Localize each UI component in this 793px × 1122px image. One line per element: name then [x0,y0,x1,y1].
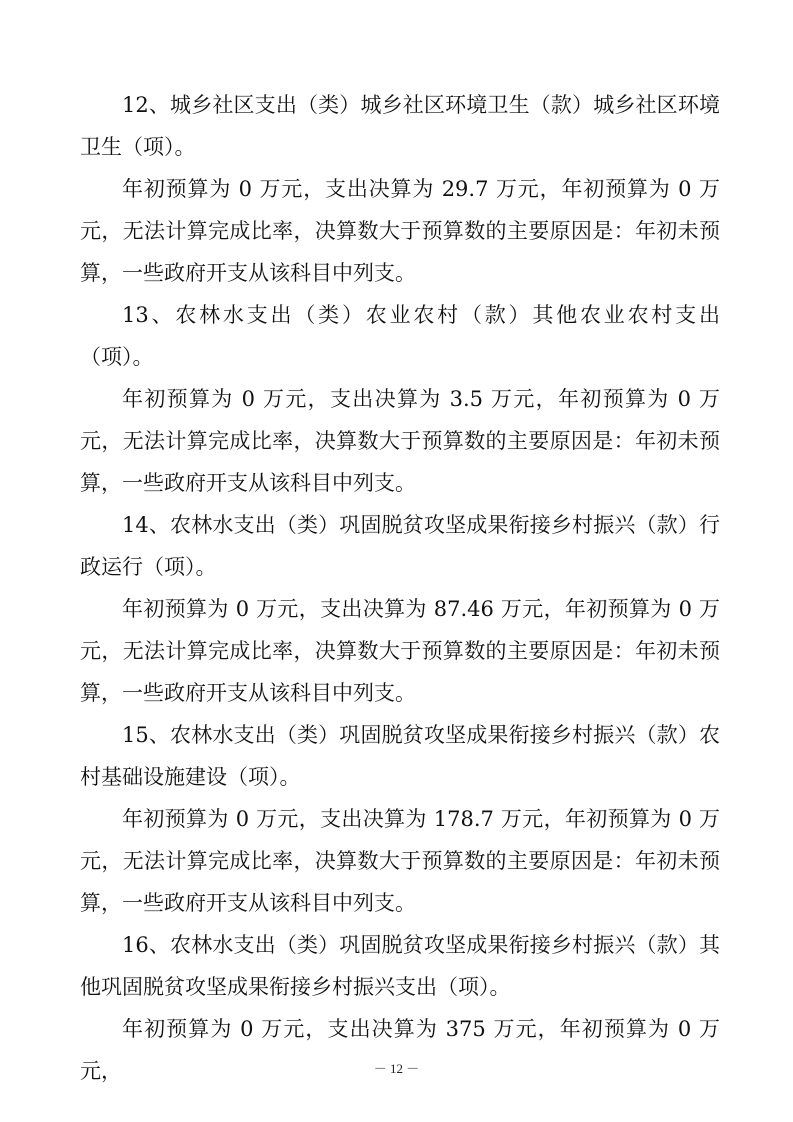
item-14-heading: 14、农林水支出（类）巩固脱贫攻坚成果衔接乡村振兴（款）行政运行（项）。 [80,513,720,579]
item-16-detail: 年初预算为 0 万元，支出决算为 375 万元，年初预算为 0 万元， [80,1017,720,1083]
item-15-detail: 年初预算为 0 万元，支出决算为 178.7 万元，年初预算为 0 万元，无法计算完成比率，决算数大于预算数的主要原因是：年初未预算，一些政府开支从该科目中列支。 [80,807,720,915]
item-16-heading: 16、农林水支出（类）巩固脱贫攻坚成果衔接乡村振兴（款）其他巩固脱贫攻坚成果衔接乡村振兴支出（项）。 [80,933,720,999]
item-14-detail: 年初预算为 0 万元，支出决算为 87.46 万元，年初预算为 0 万元，无法计算完成比率，决算数大于预算数的主要原因是：年初未预算，一些政府开支从该科目中列支。 [80,597,720,705]
item-12-heading: 12、城乡社区支出（类）城乡社区环境卫生（款）城乡社区环境卫生（项）。 [80,93,720,159]
page-number: － 12 － [373,1061,420,1076]
body-text [80,84,720,1092]
item-15-heading: 15、农林水支出（类）巩固脱贫攻坚成果衔接乡村振兴（款）农村基础设施建设（项）。 [80,723,720,789]
item-12-detail: 年初预算为 0 万元，支出决算为 29.7 万元，年初预算为 0 万元，无法计算完成比率，决算数大于预算数的主要原因是：年初未预算，一些政府开支从该科目中列支。 [80,177,720,285]
item-13-heading: 13、农林水支出（类）农业农村（款）其他农业农村支出（项）。 [80,303,720,369]
item-13-detail: 年初预算为 0 万元，支出决算为 3.5 万元，年初预算为 0 万元，无法计算完成比率，决算数大于预算数的主要原因是：年初未预算，一些政府开支从该科目中列支。 [80,387,720,495]
